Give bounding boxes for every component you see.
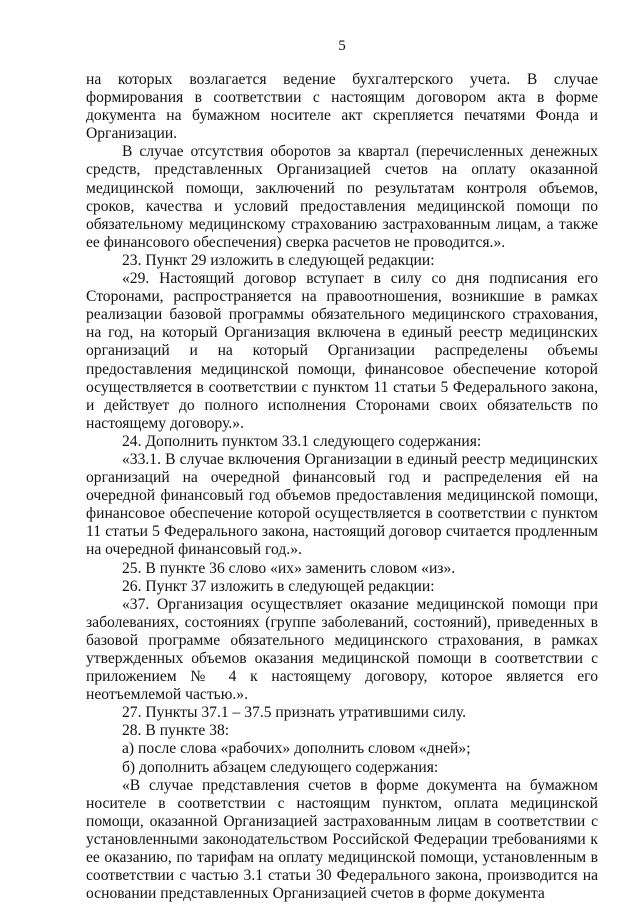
paragraph: 27. Пункты 37.1 – 37.5 признать утратившими силу. <box>122 704 467 722</box>
paragraph: «29. Настоящий договор вступает в силу со дня подписания его Сторонами, распространяется на правоотношения, возникшие в рамках реализации базовой программы обязательного медицинского страхования, на год, на который Организация включена в единый реестр медицинских организаций и на который Организации распределены объемы предоставления медицинской помощи, финансовое обеспечение которой осуществляется в соответствии с пунктом 11 статьи 5 Федерального закона, и действует до полного исполнения Сторонами своих обязательств по настоящему договору.». <box>86 270 598 432</box>
paragraph: 26. Пункт 37 изложить в следующей редакции: <box>122 577 435 595</box>
paragraph: «В случае представления счетов в форме документа на бумажном носителе в соответствии с настоящим пунктом, оплата медицинской помощи, оказанной Организацией застрахованным лицам в соответствии с установленными законодательством Российской Федерации требованиями к ее оказанию, по тарифам на оплату медицинской помощи, установленным в соответствии с частью 3.1 статьи 30 Федерального закона, производится на основании представленных Организацией счетов в форме документа <box>86 776 598 903</box>
paragraph: на которых возлагается ведение бухгалтерского учета. В случае формирования в соответствии с настоящим договором акта в форме документа на бумажном носителе акт скрепляется печатями Фонда и Организации. <box>86 71 598 143</box>
page-number: 5 <box>338 38 346 54</box>
paragraph: В случае отсутствия оборотов за квартал (перечисленных денежных средств, представленных Организацией счетов на оплату оказанной медицинской помощи, заключений по результатам контроля объемов, сроков, качества и условий предоставления медицинской помощи по обязательному медицинскому страхованию застрахованным лицам, а также ее финансового обеспечения) сверка расчетов не проводится.». <box>86 143 598 251</box>
paragraph: «37. Организация осуществляет оказание медицинской помощи при заболеваниях, состояниях (группе заболеваний, состояний), приведенных в базовой программе обязательного медицинского страхования, в рамках утвержденных объемов оказания медицинской помощи в соответствии с приложением № 4 к настоящему договору, которое является его неотъемлемой частью.». <box>86 595 598 704</box>
paragraph: 23. Пункт 29 изложить в следующей редакции: <box>122 251 435 269</box>
paragraph: а) после слова «рабочих» дополнить словом «дней»; <box>122 740 471 758</box>
paragraph: 24. Дополнить пунктом 33.1 следующего содержания: <box>122 432 482 450</box>
paragraph: «33.1. В случае включения Организации в единый реестр медицинских организаций на очередной финансовый год и распределения ей на очередной финансовый год объемов предоставления медицинской помощи, финансовое обеспечение которой осуществляется в соответствии с пунктом 11 статьи 5 Федерального закона, настоящий договор считается продленным на очередной финансовый год.». <box>86 450 598 559</box>
paragraph: 28. В пункте 38: <box>122 722 230 740</box>
paragraph: 25. В пункте 36 слово «их» заменить словом «из». <box>122 559 456 577</box>
paragraph: б) дополнить абзацем следующего содержания: <box>122 758 439 776</box>
document-body <box>86 71 598 903</box>
